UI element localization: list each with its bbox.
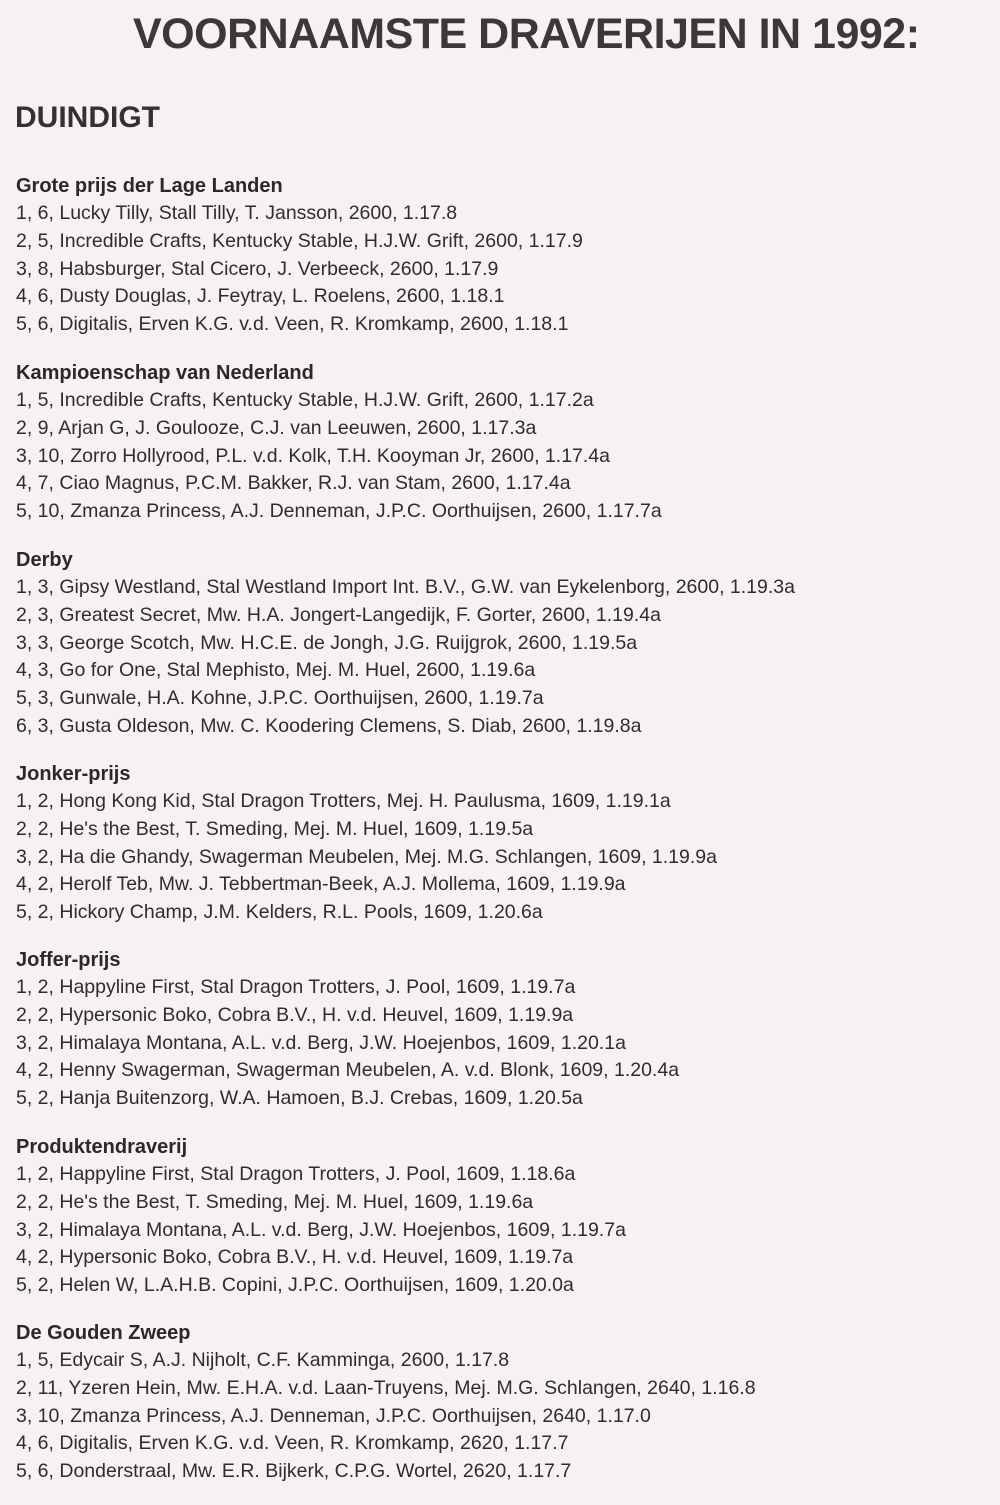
result-list	[16, 788, 717, 927]
race-heading: Grote prijs der Lage Landen	[16, 175, 283, 197]
race-heading: De Gouden Zweep	[16, 1322, 191, 1344]
result-line: 1, 5, Incredible Crafts, Kentucky Stable, H.J.W. Grift, 2600, 1.17.2a	[16, 389, 594, 411]
race-heading: Joffer-prijs	[16, 949, 121, 971]
result-line: 1, 5, Edycair S, A.J. Nijholt, C.F. Kamminga, 2600, 1.17.8	[16, 1349, 510, 1371]
result-list	[16, 974, 679, 1113]
result-line: 4, 6, Digitalis, Erven K.G. v.d. Veen, R. Kromkamp, 2620, 1.17.7	[16, 1432, 569, 1455]
result-line: 3, 2, Himalaya Montana, A.L. v.d. Berg, J.W. Hoejenbos, 1609, 1.19.7a	[16, 1218, 626, 1241]
page-title: VOORNAAMSTE DRAVERIJEN IN 1992:	[133, 10, 920, 58]
race-section-grote-prijs	[16, 173, 583, 339]
result-line: 6, 3, Gusta Oldeson, Mw. C. Koodering Clemens, S. Diab, 2600, 1.19.8a	[16, 714, 642, 737]
result-line: 4, 6, Dusty Douglas, J. Feytray, L. Roelens, 2600, 1.18.1	[16, 285, 505, 308]
result-line: 4, 7, Ciao Magnus, P.C.M. Bakker, R.J. van Stam, 2600, 1.17.4a	[16, 472, 571, 495]
result-line: 1, 3, Gipsy Westland, Stal Westland Import Int. B.V., G.W. van Eykelenborg, 2600, 1.19.3a	[16, 576, 795, 598]
result-line: 2, 2, He's the Best, T. Smeding, Mej. M. Huel, 1609, 1.19.6a	[16, 1190, 534, 1213]
result-line: 3, 3, George Scotch, Mw. H.C.E. de Jongh, J.G. Ruijgrok, 2600, 1.19.5a	[16, 631, 638, 654]
result-line: 1, 2, Happyline First, Stal Dragon Trotters, J. Pool, 1609, 1.19.7a	[16, 976, 576, 998]
result-line: 4, 3, Go for One, Stal Mephisto, Mej. M. Huel, 2600, 1.19.6a	[16, 659, 536, 682]
result-line: 1, 6, Lucky Tilly, Stall Tilly, T. Jansson, 2600, 1.17.8	[16, 202, 458, 224]
result-line: 3, 10, Zorro Hollyrood, P.L. v.d. Kolk, T.H. Kooyman Jr, 2600, 1.17.4a	[16, 444, 610, 467]
race-section-gouden-zweep	[16, 1320, 756, 1486]
result-line: 2, 9, Arjan G, J. Goulooze, C.J. van Leeuwen, 2600, 1.17.3a	[16, 416, 537, 439]
result-list	[16, 1347, 756, 1486]
result-line: 2, 11, Yzeren Hein, Mw. E.H.A. v.d. Laan-Truyens, Mej. M.G. Schlangen, 2640, 1.16.8	[16, 1376, 756, 1399]
result-line: 1, 2, Happyline First, Stal Dragon Trotters, J. Pool, 1609, 1.18.6a	[16, 1163, 576, 1185]
race-heading: Derby	[16, 549, 73, 571]
result-list	[16, 387, 662, 526]
result-list	[16, 574, 795, 741]
result-line: 2, 2, He's the Best, T. Smeding, Mej. M. Huel, 1609, 1.19.5a	[16, 817, 534, 840]
result-line: 3, 2, Himalaya Montana, A.L. v.d. Berg, J.W. Hoejenbos, 1609, 1.20.1a	[16, 1031, 626, 1054]
race-section-produktendraverij	[16, 1134, 626, 1300]
result-list	[16, 200, 583, 339]
result-line: 4, 2, Herolf Teb, Mw. J. Tebbertman-Beek, A.J. Mollema, 1609, 1.19.9a	[16, 873, 626, 896]
race-section-kampioenschap	[16, 360, 662, 526]
result-line: 4, 2, Henny Swagerman, Swagerman Meubelen, A. v.d. Blonk, 1609, 1.20.4a	[16, 1059, 680, 1082]
result-line: 3, 10, Zmanza Princess, A.J. Denneman, J.P.C. Oorthuijsen, 2640, 1.17.0	[16, 1404, 651, 1427]
result-line: 3, 8, Habsburger, Stal Cicero, J. Verbeeck, 2600, 1.17.9	[16, 257, 499, 280]
race-heading: Jonker-prijs	[16, 763, 131, 785]
race-section-joffer-prijs	[16, 947, 679, 1113]
result-line: 5, 10, Zmanza Princess, A.J. Denneman, J.P.C. Oorthuijsen, 2600, 1.17.7a	[16, 500, 662, 523]
result-line: 5, 2, Hanja Buitenzorg, W.A. Hamoen, B.J. Crebas, 1609, 1.20.5a	[16, 1087, 583, 1110]
result-line: 5, 2, Helen W, L.A.H.B. Copini, J.P.C. Oorthuijsen, 1609, 1.20.0a	[16, 1274, 574, 1297]
result-line: 2, 3, Greatest Secret, Mw. H.A. Jongert-Langedijk, F. Gorter, 2600, 1.19.4a	[16, 603, 661, 626]
result-line: 4, 2, Hypersonic Boko, Cobra B.V., H. v.d. Heuvel, 1609, 1.19.7a	[16, 1246, 574, 1269]
race-heading: Kampioenschap van Nederland	[16, 362, 314, 384]
result-line: 5, 3, Gunwale, H.A. Kohne, J.P.C. Oorthuijsen, 2600, 1.19.7a	[16, 687, 544, 710]
result-line: 1, 2, Hong Kong Kid, Stal Dragon Trotters, Mej. H. Paulusma, 1609, 1.19.1a	[16, 790, 671, 812]
result-line: 5, 6, Donderstraal, Mw. E.R. Bijkerk, C.P.G. Wortel, 2620, 1.17.7	[16, 1460, 572, 1483]
result-line: 2, 5, Incredible Crafts, Kentucky Stable, H.J.W. Grift, 2600, 1.17.9	[16, 229, 583, 252]
result-line: 5, 2, Hickory Champ, J.M. Kelders, R.L. Pools, 1609, 1.20.6a	[16, 901, 543, 924]
result-line: 5, 6, Digitalis, Erven K.G. v.d. Veen, R. Kromkamp, 2600, 1.18.1	[16, 313, 569, 336]
result-line: 3, 2, Ha die Ghandy, Swagerman Meubelen, Mej. M.G. Schlangen, 1609, 1.19.9a	[16, 845, 717, 868]
result-line: 2, 2, Hypersonic Boko, Cobra B.V., H. v.d. Heuvel, 1609, 1.19.9a	[16, 1003, 574, 1026]
race-section-derby	[16, 547, 795, 741]
race-section-jonker-prijs	[16, 761, 717, 927]
result-list	[16, 1161, 626, 1300]
venue-heading: DUINDIGT	[15, 101, 160, 134]
race-heading: Produktendraverij	[16, 1136, 188, 1158]
